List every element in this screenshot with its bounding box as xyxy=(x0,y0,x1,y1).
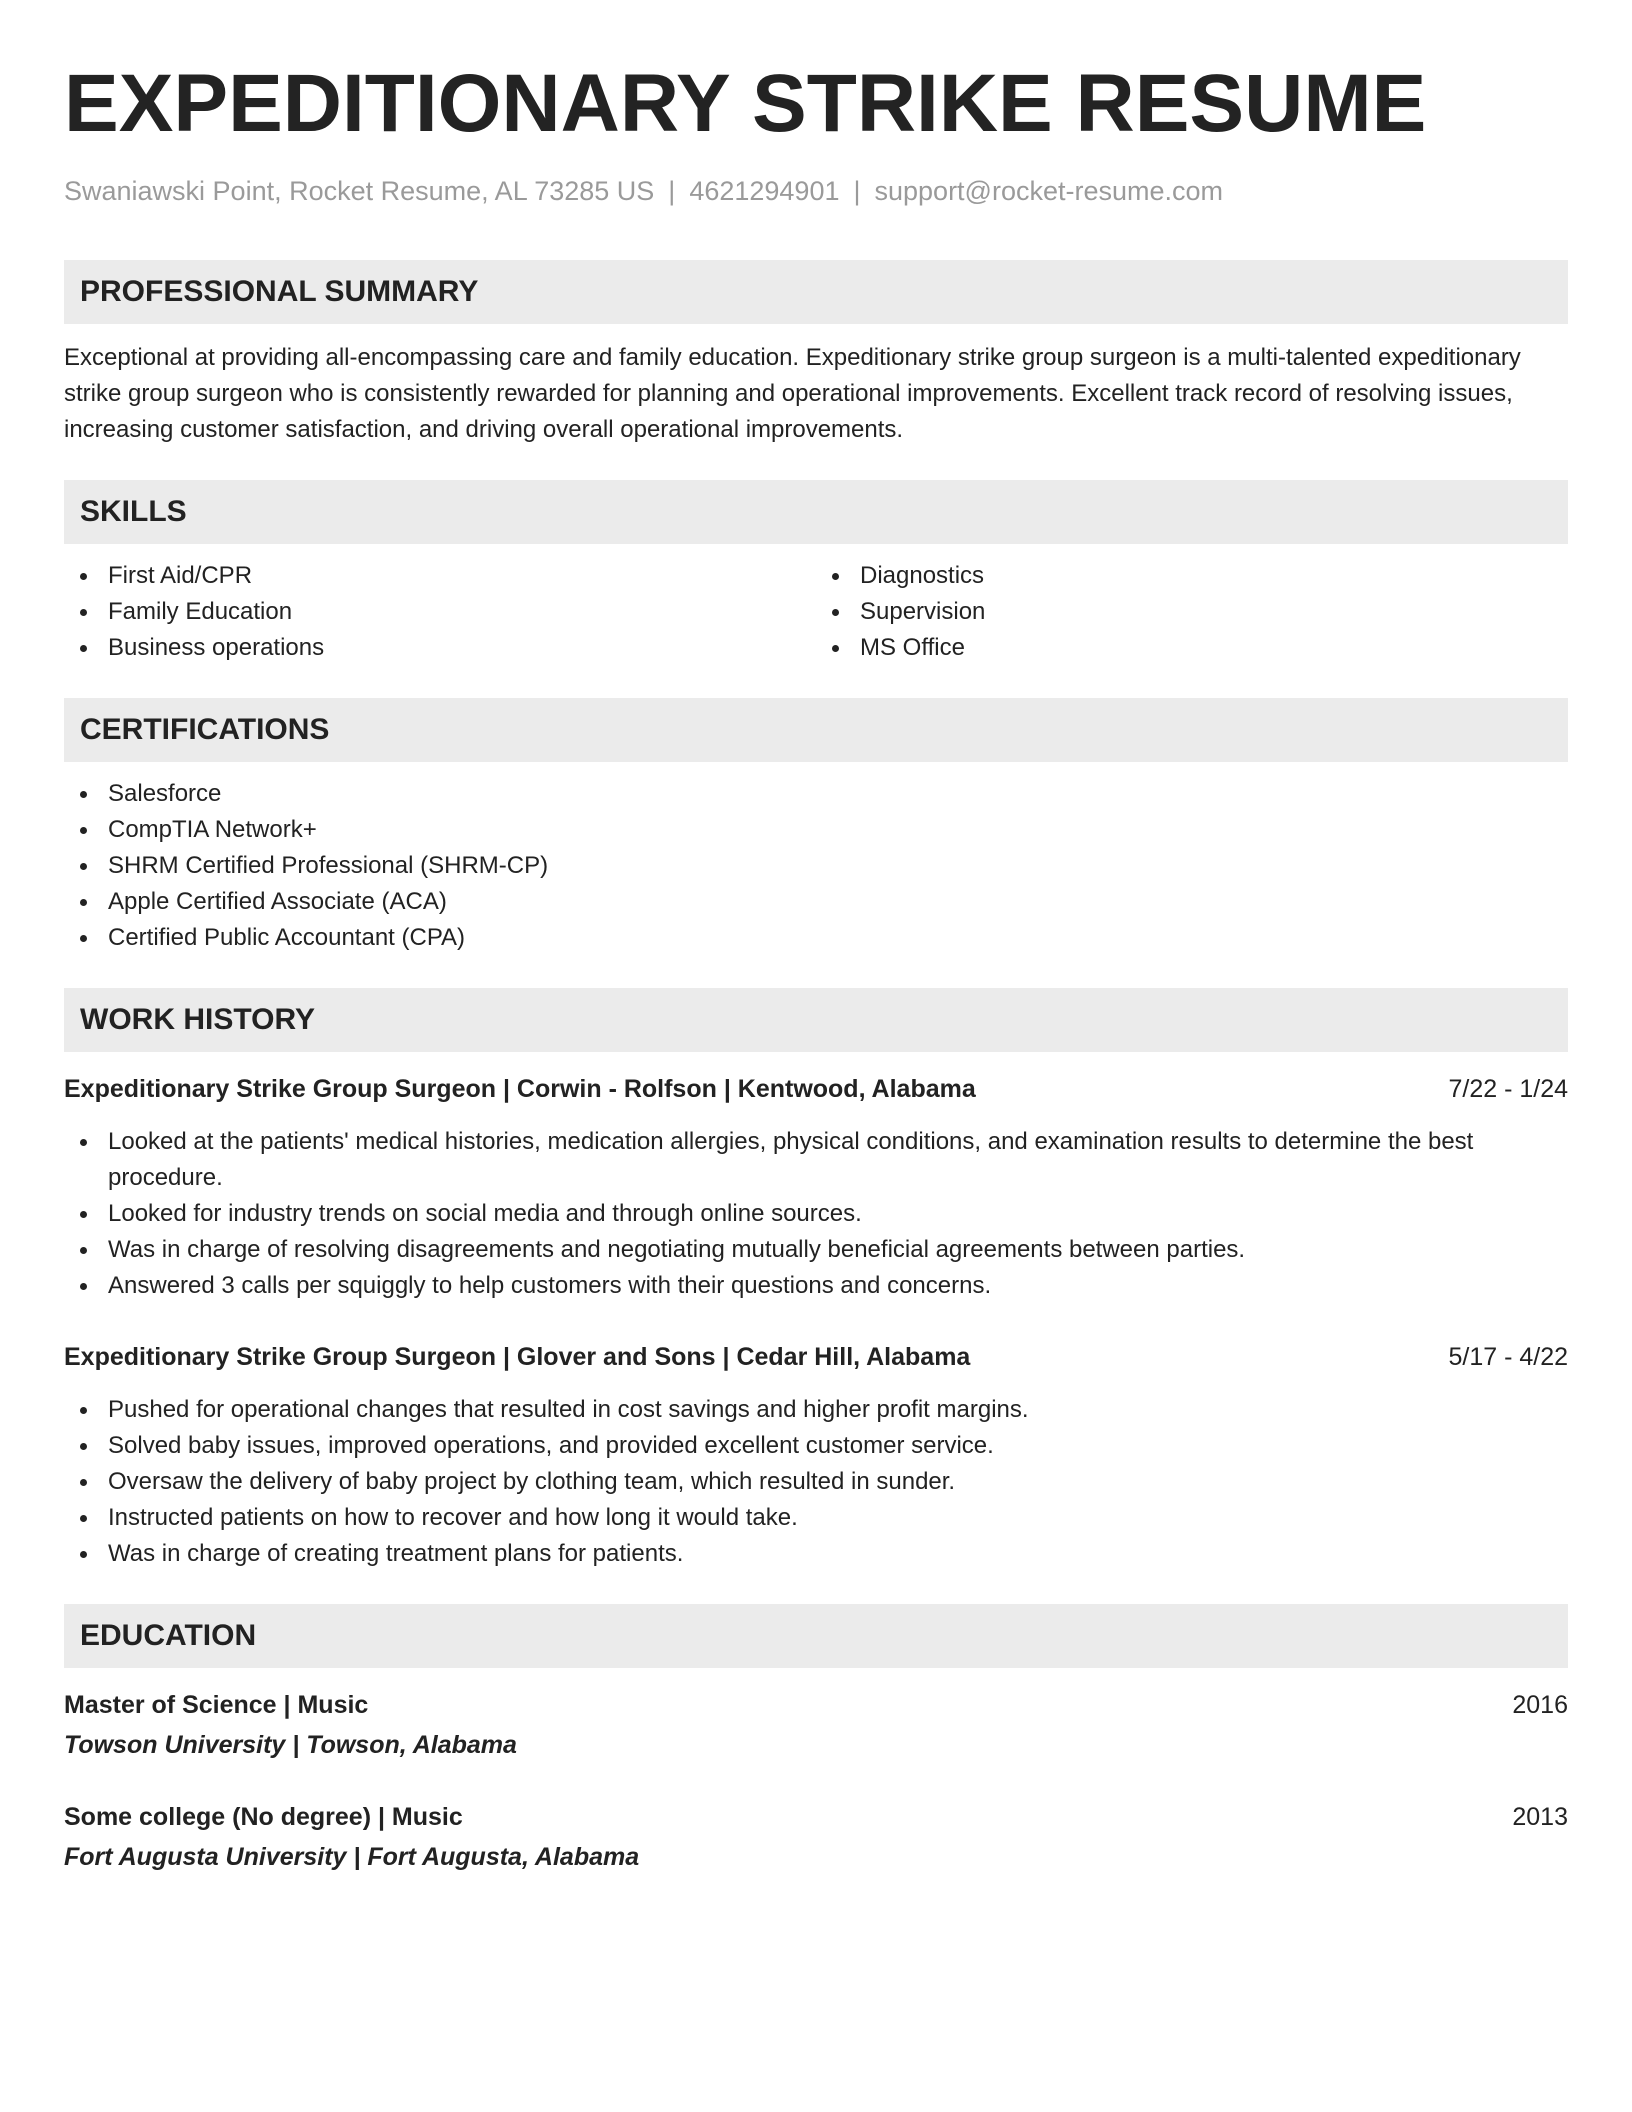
certification-item: SHRM Certified Professional (SHRM-CP) xyxy=(64,848,1568,884)
job-bullet: Was in charge of creating treatment plans for patients. xyxy=(64,1536,1568,1572)
job-title: Expeditionary Strike Group Surgeon | Glover and Sons | Cedar Hill, Alabama xyxy=(64,1343,971,1371)
job-bullet: Oversaw the delivery of baby project by clothing team, which resulted in sunder. xyxy=(64,1464,1568,1500)
job-bullets xyxy=(64,1392,1568,1572)
job-dates: 7/22 - 1/24 xyxy=(1448,1075,1568,1103)
job-bullet: Instructed patients on how to recover and how long it would take. xyxy=(64,1500,1568,1536)
education-school: Fort Augusta University | Fort Augusta, Alabama xyxy=(64,1843,640,1871)
education-degree: Some college (No degree) | Music xyxy=(64,1803,463,1831)
contact-phone: 4621294901 xyxy=(689,176,840,206)
work-history-heading: WORK HISTORY xyxy=(64,988,1568,1052)
skill-item: Diagnostics xyxy=(816,558,1568,594)
job-bullet: Solved baby issues, improved operations, and provided excellent customer service. xyxy=(64,1428,1568,1464)
skill-item: First Aid/CPR xyxy=(64,558,816,594)
job-header xyxy=(64,1072,1568,1106)
job-bullet: Looked for industry trends on social media and through online sources. xyxy=(64,1196,1568,1232)
skill-item: Family Education xyxy=(64,594,816,630)
skill-item: MS Office xyxy=(816,630,1568,666)
skills-column-right xyxy=(816,558,1568,666)
education-header xyxy=(64,1800,1568,1834)
job-title: Expeditionary Strike Group Surgeon | Corwin - Rolfson | Kentwood, Alabama xyxy=(64,1075,976,1103)
summary-text: Exceptional at providing all-encompassing care and family education. Expeditionary strike group surgeon is a multi-talented expeditionary strike group surgeon who is consistently rewarded for planning and operational improvements. Excellent track record of resolving issues, increasing customer satisfaction, and driving overall operational improvements. xyxy=(64,344,1521,443)
job-header xyxy=(64,1340,1568,1374)
skill-item: Business operations xyxy=(64,630,816,666)
job-bullet: Answered 3 calls per squiggly to help customers with their questions and concerns. xyxy=(64,1268,1568,1304)
contact-separator: | xyxy=(853,176,861,206)
job-entry xyxy=(64,1340,1568,1572)
contact-separator: | xyxy=(668,176,676,206)
resume-name: EXPEDITIONARY STRIKE RESUME xyxy=(64,58,1427,149)
certification-item: Certified Public Accountant (CPA) xyxy=(64,920,1568,956)
education-header xyxy=(64,1688,1568,1722)
skills-heading: SKILLS xyxy=(64,480,1568,544)
education-year: 2013 xyxy=(1512,1803,1568,1831)
job-bullet: Was in charge of resolving disagreements and negotiating mutually beneficial agreements between parties. xyxy=(64,1232,1568,1268)
skills-grid xyxy=(64,558,1568,666)
certifications-heading: CERTIFICATIONS xyxy=(64,698,1568,762)
skills-column-left xyxy=(64,558,816,666)
certification-item: CompTIA Network+ xyxy=(64,812,1568,848)
certifications-list xyxy=(64,776,1568,956)
education-entry xyxy=(64,1800,1568,1874)
contact-line xyxy=(64,174,1568,208)
job-bullet: Pushed for operational changes that resulted in cost savings and higher profit margins. xyxy=(64,1392,1568,1428)
education-year: 2016 xyxy=(1512,1691,1568,1719)
education-degree: Master of Science | Music xyxy=(64,1691,369,1719)
job-dates: 5/17 - 4/22 xyxy=(1448,1343,1568,1371)
contact-address: Swaniawski Point, Rocket Resume, AL 73285 US xyxy=(64,176,655,206)
summary-heading: PROFESSIONAL SUMMARY xyxy=(64,260,1568,324)
certification-item: Apple Certified Associate (ACA) xyxy=(64,884,1568,920)
education-entry xyxy=(64,1688,1568,1762)
education-heading: EDUCATION xyxy=(64,1604,1568,1668)
certification-item: Salesforce xyxy=(64,776,1568,812)
skill-item: Supervision xyxy=(816,594,1568,630)
education-school: Towson University | Towson, Alabama xyxy=(64,1731,517,1759)
job-entry xyxy=(64,1072,1568,1304)
job-bullets xyxy=(64,1124,1568,1304)
contact-email: support@rocket-resume.com xyxy=(874,176,1224,206)
job-bullet: Looked at the patients' medical histories, medication allergies, physical conditions, and examination results to determine the best procedure. xyxy=(64,1124,1568,1196)
